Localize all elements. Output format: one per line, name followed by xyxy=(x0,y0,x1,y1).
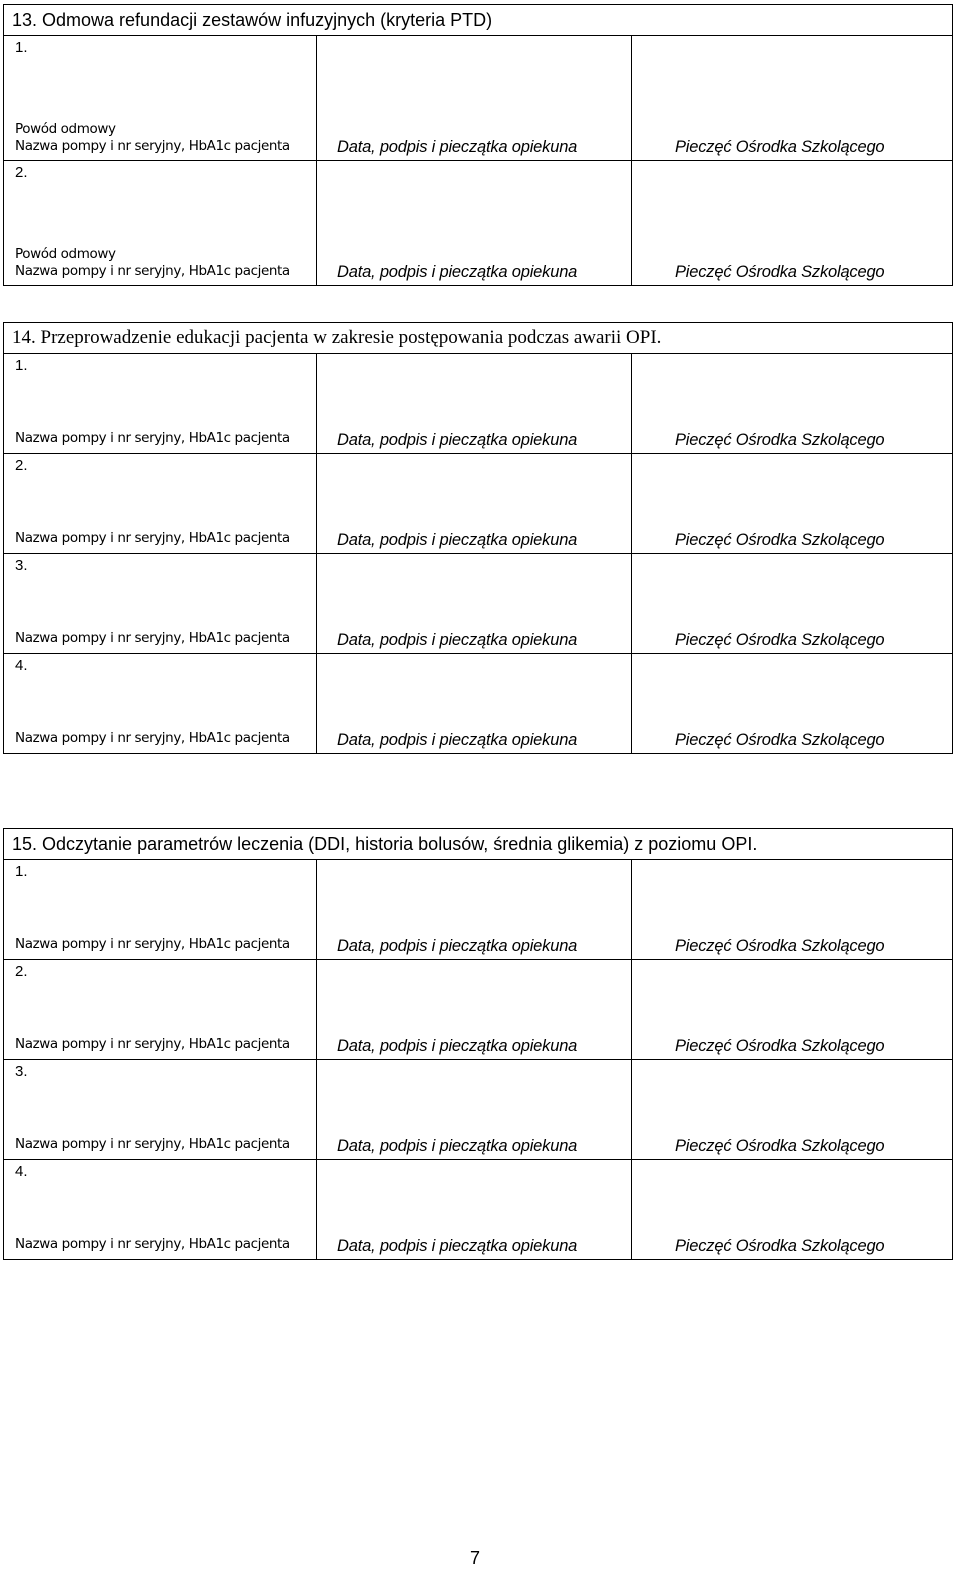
signature-label: Data, podpis i pieczątka opiekuna xyxy=(337,731,578,749)
stamp-label: Pieczęć Ośrodka Szkolącego xyxy=(675,731,885,749)
stamp-cell[interactable] xyxy=(632,1060,953,1160)
signature-label: Data, podpis i pieczątka opiekuna xyxy=(337,431,578,449)
signature-label: Data, podpis i pieczątka opiekuna xyxy=(337,1137,578,1155)
row-number: 3. xyxy=(15,557,28,574)
row-number: 3. xyxy=(15,1063,28,1080)
pump-label: Nazwa pompy i nr seryjny, HbA1c pacjenta xyxy=(15,1036,290,1052)
stamp-cell[interactable] xyxy=(632,860,953,960)
stamp-label: Pieczęć Ośrodka Szkolącego xyxy=(675,1037,885,1055)
row-number: 1. xyxy=(15,39,28,56)
signature-cell[interactable] xyxy=(317,860,632,960)
section-14-table xyxy=(3,322,953,754)
pump-label: Nazwa pompy i nr seryjny, HbA1c pacjenta xyxy=(15,263,290,279)
stamp-cell[interactable] xyxy=(632,36,953,161)
stamp-cell[interactable] xyxy=(632,354,953,454)
pump-info-cell[interactable] xyxy=(4,454,317,554)
row-number: 4. xyxy=(15,657,28,674)
table-row xyxy=(4,554,953,654)
signature-cell[interactable] xyxy=(317,1160,632,1260)
signature-label: Data, podpis i pieczątka opiekuna xyxy=(337,631,578,649)
pump-label: Nazwa pompy i nr seryjny, HbA1c pacjenta xyxy=(15,936,290,952)
stamp-label: Pieczęć Ośrodka Szkolącego xyxy=(675,263,885,281)
pump-label: Nazwa pompy i nr seryjny, HbA1c pacjenta xyxy=(15,530,290,546)
row-number: 1. xyxy=(15,863,28,880)
pump-info-cell[interactable] xyxy=(4,354,317,454)
stamp-cell[interactable] xyxy=(632,654,953,754)
pump-info-cell[interactable] xyxy=(4,654,317,754)
stamp-label: Pieczęć Ośrodka Szkolącego xyxy=(675,138,885,156)
section-13-title: 13. Odmowa refundacji zestawów infuzyjnych (kryteria PTD) xyxy=(4,5,953,36)
pump-info-cell[interactable] xyxy=(4,36,317,161)
stamp-label: Pieczęć Ośrodka Szkolącego xyxy=(675,431,885,449)
pump-label: Nazwa pompy i nr seryjny, HbA1c pacjenta xyxy=(15,430,290,446)
signature-cell[interactable] xyxy=(317,1060,632,1160)
stamp-label: Pieczęć Ośrodka Szkolącego xyxy=(675,937,885,955)
signature-label: Data, podpis i pieczątka opiekuna xyxy=(337,263,578,281)
table-row xyxy=(4,1160,953,1260)
signature-cell[interactable] xyxy=(317,960,632,1060)
stamp-cell[interactable] xyxy=(632,1160,953,1260)
pump-info-cell[interactable] xyxy=(4,1060,317,1160)
stamp-cell[interactable] xyxy=(632,554,953,654)
page-number: 7 xyxy=(470,1548,481,1568)
table-row xyxy=(4,36,953,161)
signature-cell[interactable] xyxy=(317,654,632,754)
row-number: 2. xyxy=(15,963,28,980)
pump-label: Nazwa pompy i nr seryjny, HbA1c pacjenta xyxy=(15,138,290,154)
stamp-label: Pieczęć Ośrodka Szkolącego xyxy=(675,531,885,549)
stamp-cell[interactable] xyxy=(632,454,953,554)
stamp-label: Pieczęć Ośrodka Szkolącego xyxy=(675,631,885,649)
reason-label: Powód odmowy xyxy=(15,121,116,137)
reason-label: Powód odmowy xyxy=(15,246,116,262)
pump-info-cell[interactable] xyxy=(4,161,317,286)
signature-label: Data, podpis i pieczątka opiekuna xyxy=(337,1037,578,1055)
section-15-table xyxy=(3,828,953,1260)
stamp-cell[interactable] xyxy=(632,161,953,286)
signature-cell[interactable] xyxy=(317,354,632,454)
pump-label: Nazwa pompy i nr seryjny, HbA1c pacjenta xyxy=(15,630,290,646)
signature-cell[interactable] xyxy=(317,554,632,654)
row-number: 2. xyxy=(15,457,28,474)
table-row xyxy=(4,454,953,554)
table-row xyxy=(4,654,953,754)
signature-cell[interactable] xyxy=(317,161,632,286)
table-row xyxy=(4,354,953,454)
pump-label: Nazwa pompy i nr seryjny, HbA1c pacjenta xyxy=(15,1236,290,1252)
section-14-title: 14. Przeprowadzenie edukacji pacjenta w zakresie postępowania podczas awarii OPI. xyxy=(4,323,953,354)
signature-cell[interactable] xyxy=(317,454,632,554)
row-number: 4. xyxy=(15,1163,28,1180)
stamp-label: Pieczęć Ośrodka Szkolącego xyxy=(675,1137,885,1155)
section-15-title: 15. Odczytanie parametrów leczenia (DDI, historia bolusów, średnia glikemia) z poziomu OPI. xyxy=(4,829,953,860)
table-row xyxy=(4,161,953,286)
pump-info-cell[interactable] xyxy=(4,554,317,654)
pump-info-cell[interactable] xyxy=(4,960,317,1060)
table-row xyxy=(4,1060,953,1160)
pump-info-cell[interactable] xyxy=(4,860,317,960)
signature-label: Data, podpis i pieczątka opiekuna xyxy=(337,138,578,156)
signature-label: Data, podpis i pieczątka opiekuna xyxy=(337,531,578,549)
pump-label: Nazwa pompy i nr seryjny, HbA1c pacjenta xyxy=(15,1136,290,1152)
pump-label: Nazwa pompy i nr seryjny, HbA1c pacjenta xyxy=(15,730,290,746)
signature-label: Data, podpis i pieczątka opiekuna xyxy=(337,1237,578,1255)
row-number: 1. xyxy=(15,357,28,374)
table-row xyxy=(4,860,953,960)
table-row xyxy=(4,960,953,1060)
stamp-cell[interactable] xyxy=(632,960,953,1060)
row-number: 2. xyxy=(15,164,28,181)
section-13-table xyxy=(3,4,953,286)
stamp-label: Pieczęć Ośrodka Szkolącego xyxy=(675,1237,885,1255)
signature-cell[interactable] xyxy=(317,36,632,161)
pump-info-cell[interactable] xyxy=(4,1160,317,1260)
signature-label: Data, podpis i pieczątka opiekuna xyxy=(337,937,578,955)
